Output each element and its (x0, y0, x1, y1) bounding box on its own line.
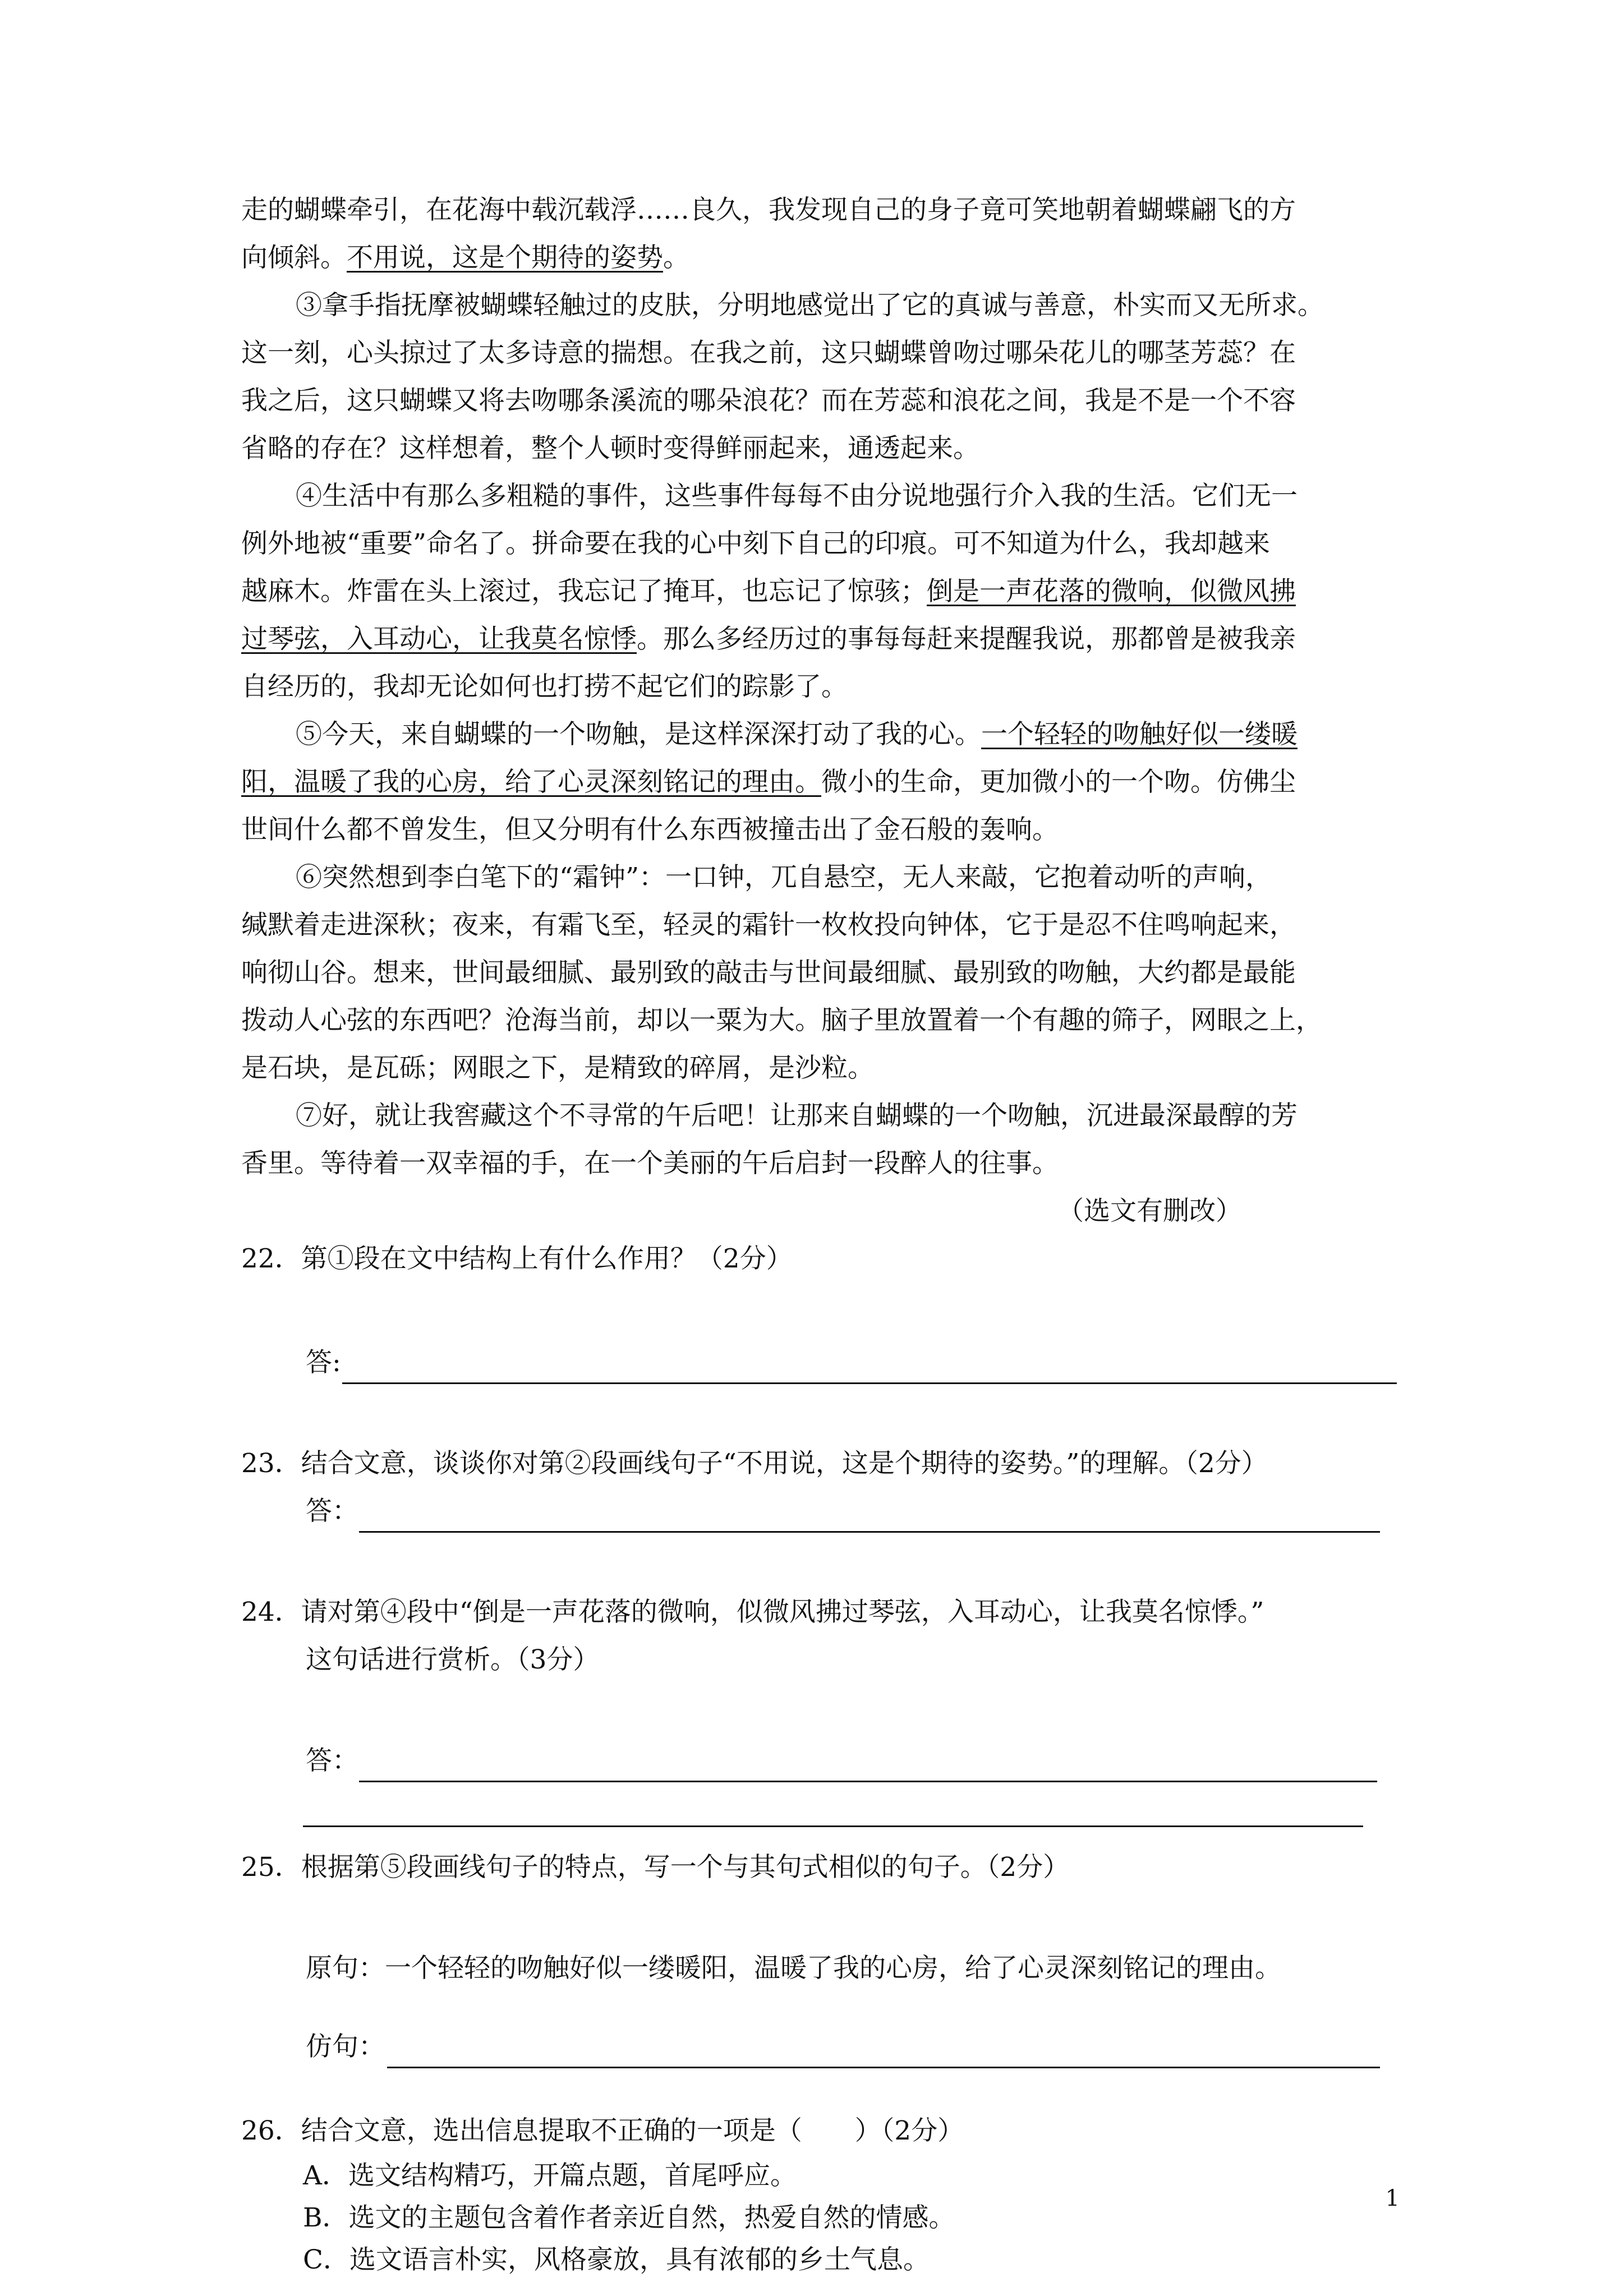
answer-label: 仿句： (306, 2031, 385, 2062)
underlined-sentence: 一个轻轻的吻触好似一缕暖 (981, 719, 1298, 750)
paragraph-3-line: 这一刻，心头掠过了太多诗意的揣想。在我之前，这只蝴蝶曾吻过哪朵花儿的哪茎芳蕊？在 (241, 338, 1296, 368)
passage-text: 微小的生命，更加微小的一个吻。仿佛尘 (821, 767, 1296, 797)
question-26: 26．结合文意，选出信息提取不正确的一项是（ ）（2分） (241, 2115, 964, 2146)
answer-label: 答： (306, 1496, 358, 1527)
paragraph-4-line (241, 617, 1624, 662)
passage-text: ⑤今天，来自蝴蝶的一个吻触，是这样深深打动了我的心。 (296, 719, 981, 750)
passage-line: 走的蝴蝶牵引，在花海中载沉载浮……良久，我发现自己的身子竟可笑地朝着蝴蝶翩飞的方 (241, 195, 1296, 225)
paragraph-6-line: 缄默着走进深秋；夜来，有霜飞至，轻灵的霜针一枚枚投向钟体，它于是忍不住鸣响起来， (241, 910, 1296, 940)
passage-text: 。那么多经历过的事每每赶来提醒我说，那都曾是被我亲 (637, 624, 1296, 654)
passage-text: 越麻木。炸雷在头上滚过，我忘记了掩耳，也忘记了惊骇； (241, 576, 927, 607)
question-23: 23．结合文意，谈谈你对第②段画线句子“不用说，这是个期待的姿势。”的理解。（2分） (241, 1448, 1268, 1479)
answer-blank-q24-2[interactable] (303, 1825, 1363, 1827)
paragraph-6-line: ⑥突然想到李白笔下的“霜钟”：一口钟，兀自悬空，无人来敲，它抱着动听的声响， (296, 862, 1272, 893)
paragraph-6-line: 拨动人心弦的东西吧？沧海当前，却以一粟为大。脑子里放置着一个有趣的筛子，网眼之上， (241, 1005, 1322, 1036)
paragraph-4-line: 例外地被“重要”命名了。拼命要在我的心中刻下自己的印痕。可不知道为什么，我却越来 (241, 528, 1271, 559)
source-note: （选文有删改） (1057, 1196, 1242, 1227)
page-number: 1 (1385, 2186, 1400, 2211)
underlined-sentence: 阳，温暖了我的心房，给了心灵深刻铭记的理由。 (241, 767, 821, 797)
paragraph-6-line: 响彻山谷。想来，世间最细腻、最别致的敲击与世间最细腻、最别致的吻触，大约都是最能 (241, 957, 1296, 988)
paragraph-4-line (241, 569, 1624, 614)
answer-blank-q25[interactable] (387, 2067, 1380, 2068)
paragraph-5-line (241, 760, 1624, 805)
paragraph-7-line: 香里。等待着一双幸福的手，在一个美丽的午后启封一段醉人的往事。 (241, 1148, 1059, 1179)
passage-text: 向倾斜。 (241, 242, 347, 273)
paragraph-3-line: 我之后，这只蝴蝶又将去吻哪条溪流的哪朵浪花？而在芳蕊和浪花之间，我是不是一个不容 (241, 385, 1296, 416)
paragraph-5-line (296, 712, 1624, 757)
underlined-sentence: 倒是一声花落的微响，似微风拂 (927, 576, 1296, 607)
answer-label: 答： (306, 1745, 358, 1776)
paragraph-7-line: ⑦好，就让我窖藏这个不寻常的午后吧！让那来自蝴蝶的一个吻触，沉进最深最醇的芳 (296, 1100, 1298, 1131)
question-22: 22．第①段在文中结构上有什么作用？（2分） (241, 1243, 793, 1274)
answer-label: 答: (306, 1347, 341, 1378)
original-sentence: 原句：一个轻轻的吻触好似一缕暖阳，温暖了我的心房，给了心灵深刻铭记的理由。 (306, 1953, 1281, 1984)
paragraph-4-line: 自经历的，我却无论如何也打捞不起它们的踪影了。 (241, 671, 848, 702)
underlined-sentence: 过琴弦，入耳动心，让我莫名惊悸 (241, 624, 637, 654)
paragraph-6-line: 是石块，是瓦砾；网眼之下，是精致的碎屑，是沙粒。 (241, 1053, 874, 1084)
answer-blank-q23[interactable] (359, 1531, 1380, 1533)
answer-blank-q22[interactable] (342, 1382, 1397, 1384)
passage-line (241, 236, 1624, 280)
paragraph-5-line: 世间什么都不曾发生，但又分明有什么东西被撞击出了金石般的轰响。 (241, 814, 1059, 845)
question-24: 24．请对第④段中“倒是一声花落的微响，似微风拂过琴弦，入耳动心，让我莫名惊悸。” (241, 1597, 1264, 1628)
underlined-sentence: 不用说，这是个期待的姿势 (347, 242, 663, 273)
option-b[interactable]: B．选文的主题包含着作者亲近自然，热爱自然的情感。 (303, 2202, 955, 2233)
option-a[interactable]: A．选文结构精巧，开篇点题，首尾呼应。 (303, 2160, 797, 2191)
answer-blank-q24[interactable] (359, 1781, 1377, 1782)
question-25: 25．根据第⑤段画线句子的特点，写一个与其句式相似的句子。（2分） (241, 1852, 1070, 1883)
paragraph-4-line: ④生活中有那么多粗糙的事件，这些事件每每不由分说地强行介入我的生活。它们无一 (296, 481, 1298, 511)
paragraph-3-line: ③拿手指抚摩被蝴蝶轻触过的皮肤，分明地感觉出了它的真诚与善意，朴实而又无所求。 (296, 290, 1324, 321)
paragraph-3-line: 省略的存在？这样想着，整个人顿时变得鲜丽起来，通透起来。 (241, 433, 979, 464)
option-c[interactable]: C．选文语言朴实，风格豪放，具有浓郁的乡土气息。 (303, 2244, 930, 2275)
passage-text: 。 (663, 242, 689, 273)
question-24-cont: 这句话进行赏析。（3分） (306, 1644, 600, 1675)
